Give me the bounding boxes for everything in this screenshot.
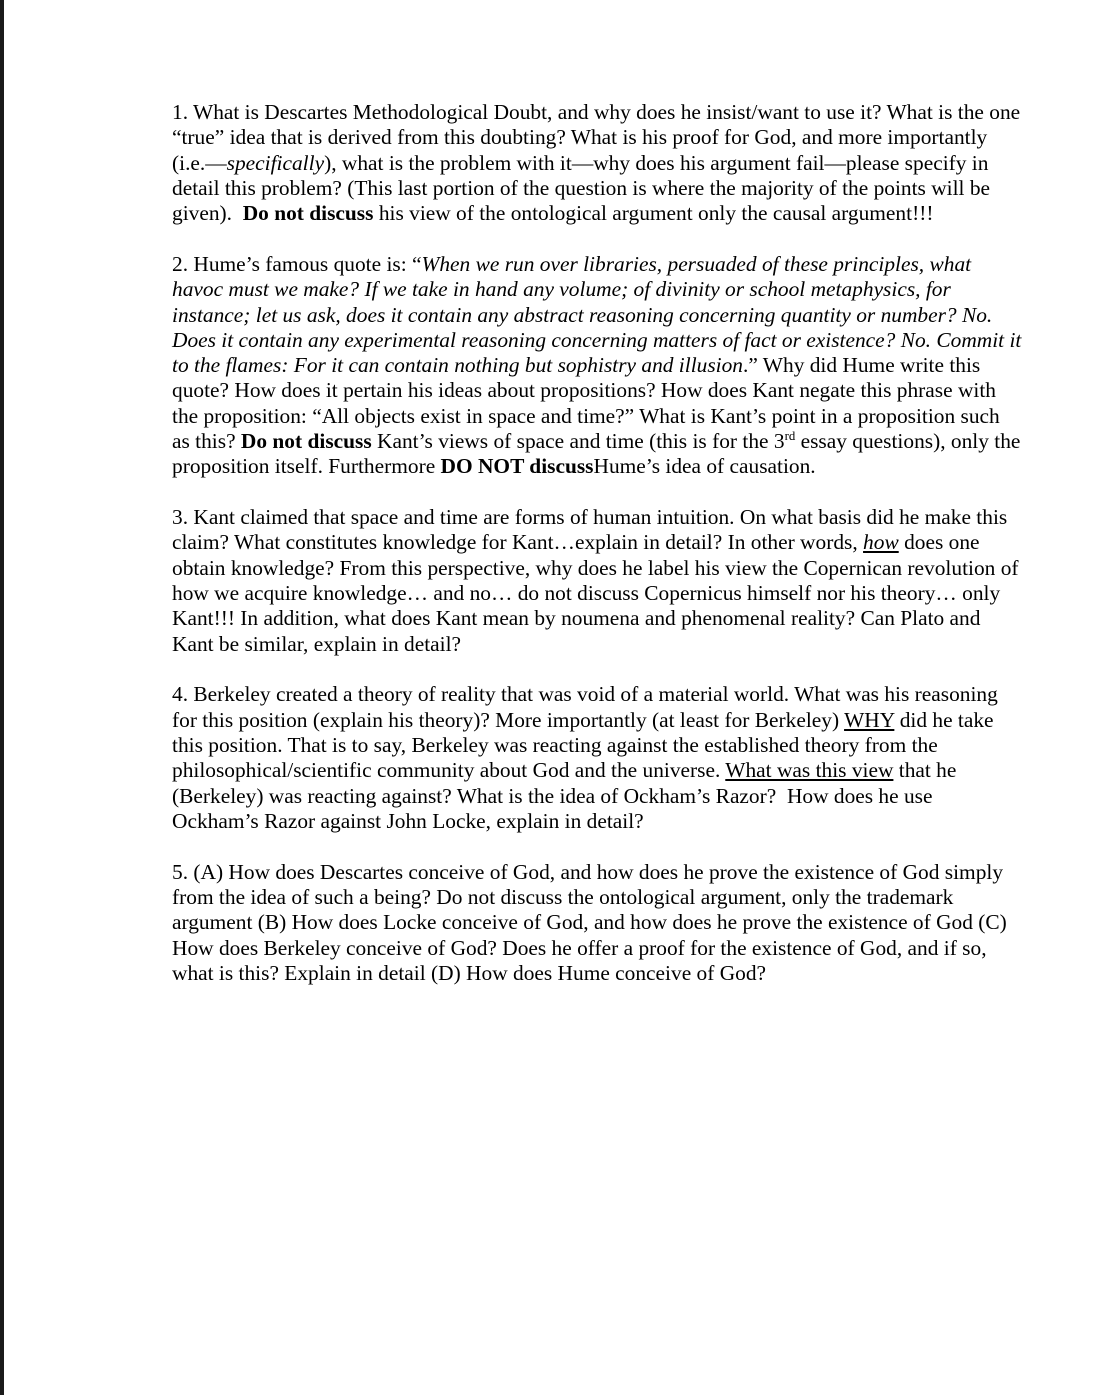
- question-4-text: 4. Berkeley created a theory of reality that was void of a material world. What was his reasoning for this position (explain his theory)? More importantly (at least for Berkeley): [172, 682, 1004, 732]
- question-4-emphasis: What was this view: [725, 758, 894, 783]
- question-2-bold-instruction: Do not discuss: [240, 429, 372, 454]
- question-2-bold-instruction: DO NOT discuss: [440, 454, 594, 479]
- question-5: [172, 860, 1022, 986]
- question-3-text: 3. Kant claimed that space and time are forms of human intuition. On what basis did he make this claim? What constitutes knowledge for Kant…explain in detail? In other words,: [172, 505, 1013, 555]
- question-2-text: Hume’s idea of causation.: [593, 454, 816, 479]
- question-2-text: .” Why did Hume write this quote? How does it pertain his ideas about propositions? How does Kant negate this phrase with the proposition: “All objects exist in space and time?” What is Kant’s point in a proposition such as this?: [172, 353, 1006, 454]
- question-3-text: does one obtain knowledge? From this perspective, why does he label his view the Copernican revolution of how we acquire knowledge… and no… do not discuss Copernicus himself nor his theory… only Kant!!! In addition, what does Kant mean by noumena and phenomenal reality? Can Plato and Kant be similar, explain in detail?: [172, 530, 1024, 656]
- question-2: [172, 251, 1027, 480]
- question-2-text: essay questions), only the proposition itself. Furthermore: [172, 429, 1026, 479]
- question-2-text: Kant’s views of space and time (this is for the 3: [371, 429, 785, 454]
- question-1-text: 1. What is Descartes Methodological Doubt, and why does he insist/want to use it? What is the one “true” idea that is derived from this doubting? What is his proof for God, and more importantly (i.e.—: [172, 100, 1026, 175]
- question-2-hume-quote: When we run over libraries, persuaded of these principles, what havoc must we make? If we take in hand any volume; of divinity or school metaphysics, for instance; let us ask, does it contain any abstract reasoning concerning quantity or number? No. Does it contain any experimental reasoning concerning matters of fact or existence? No. Commit it to the flames: For it can contain nothing but sophistry and illusion: [172, 251, 1027, 378]
- question-3-emphasis: how: [863, 530, 899, 555]
- page-left-border: [0, 0, 4, 1395]
- question-4: [172, 682, 1022, 834]
- question-4-text: did he take this position. That is to say, Berkeley was reacting against the established theory from the philosophical/scientific community about God and the universe.: [172, 707, 999, 783]
- question-4-text: that he (Berkeley) was reacting against? What is the idea of Ockham’s Razor? How does he use Ockham’s Razor against John Locke, explain in detail?: [172, 758, 962, 833]
- question-5-text: 5. (A) How does Descartes conceive of God, and how does he prove the existence of God simply from the idea of such a being? Do not discuss the ontological argument, only the trademark argument (B) How does Locke conceive of God, and how does he prove the existence of God (C) How does Berkeley conceive of God? Does he offer a proof for the existence of God, and if so, what is this? Explain in detail (D) How does Hume conceive of God?: [172, 859, 1013, 985]
- document-page: [172, 100, 1027, 1012]
- question-4-emphasis: WHY: [844, 707, 895, 732]
- question-2-text: 2. Hume’s famous quote is: “: [172, 251, 422, 276]
- question-2-superscript: rd: [784, 428, 796, 443]
- question-1: [172, 100, 1026, 226]
- question-1-text: his view of the ontological argument only the causal argument!!!: [373, 201, 934, 226]
- question-1-bold-instruction: Do not discuss: [242, 201, 374, 226]
- question-1-emphasis: specifically: [226, 150, 325, 175]
- question-1-text: ), what is the problem with it—why does his argument fail—please specify in detail this problem? (This last portion of the question is where the majority of the points will be given).: [172, 150, 996, 226]
- question-3: [172, 505, 1022, 657]
